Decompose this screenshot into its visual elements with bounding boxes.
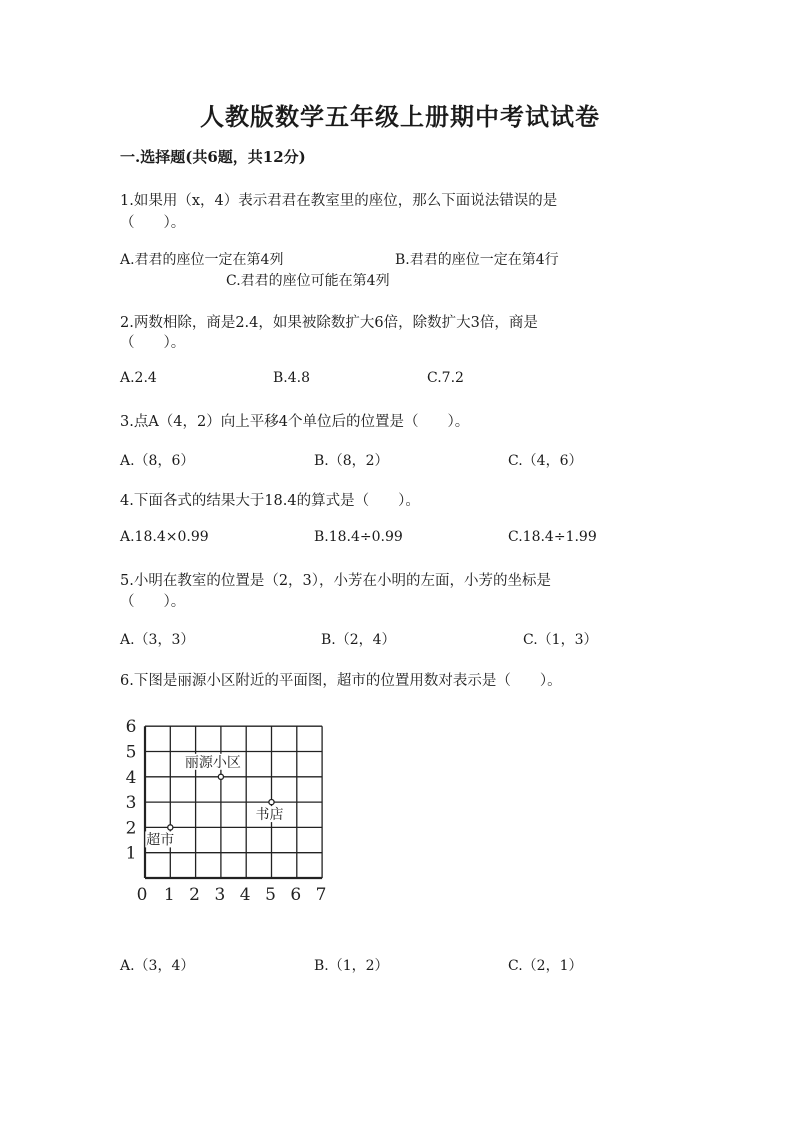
question-5-stem: 5.小明在教室的位置是（2，3），小芳在小明的左面，小芳的坐标是 xyxy=(120,573,552,589)
page-title: 人教版数学五年级上册期中考试试卷 xyxy=(200,102,600,131)
question-6-option-a[interactable]: A.（3，4） xyxy=(120,958,195,974)
question-2-stem: 2.两数相除，商是2.4，如果被除数扩大6倍，除数扩大3倍，商是 xyxy=(120,315,538,331)
question-5-option-b[interactable]: B.（2，4） xyxy=(321,632,396,648)
x-axis-tick-label: 7 xyxy=(315,885,327,905)
question-6-option-c[interactable]: C.（2，1） xyxy=(508,958,583,974)
question-2-option-a[interactable]: A.2.4 xyxy=(120,370,157,386)
x-axis-tick-label: 1 xyxy=(163,885,175,905)
y-axis-tick-label: 5 xyxy=(125,742,137,763)
question-1-stem: 1.如果用（x，4）表示君君在教室里的座位，那么下面说法错误的是 xyxy=(120,193,558,209)
question-5-option-a[interactable]: A.（3，3） xyxy=(120,632,195,648)
x-axis-tick-label: 4 xyxy=(239,885,251,905)
x-axis-tick-label: 6 xyxy=(290,885,302,905)
y-axis-tick-label: 3 xyxy=(125,793,137,814)
question-1-blank: （ ）。 xyxy=(120,215,186,231)
question-1-option-a[interactable]: A.君君的座位一定在第4列 xyxy=(120,252,284,268)
question-4-stem: 4.下面各式的结果大于18.4的算式是（ ）。 xyxy=(120,493,420,509)
question-1-option-c[interactable]: C.君君的座位可能在第4列 xyxy=(226,273,390,289)
section-heading: 一.选择题(共6题，共12分) xyxy=(120,148,306,166)
question-2-option-c[interactable]: C.7.2 xyxy=(427,370,464,386)
question-4-option-b[interactable]: B.18.4÷0.99 xyxy=(314,529,403,545)
question-3-stem: 3.点A（4，2）向上平移4个单位后的位置是（ ）。 xyxy=(120,414,470,430)
question-3-option-a[interactable]: A.（8，6） xyxy=(120,453,195,469)
question-6-stem: 6.下图是丽源小区附近的平面图，超市的位置用数对表示是（ ）。 xyxy=(120,673,562,689)
question-3-option-b[interactable]: B.（8，2） xyxy=(314,453,389,469)
place-point xyxy=(218,774,223,779)
place-label: 丽源小区 xyxy=(184,754,241,771)
y-axis-tick-label: 1 xyxy=(125,843,137,864)
place-point xyxy=(168,825,173,830)
place-label: 书店 xyxy=(255,807,284,824)
x-axis-tick-label: 5 xyxy=(265,885,276,905)
x-axis-tick-label: 0 xyxy=(136,885,148,905)
y-axis-tick-label: 6 xyxy=(125,718,137,738)
question-2-option-b[interactable]: B.4.8 xyxy=(273,370,311,386)
coordinate-map-svg xyxy=(122,718,342,918)
x-axis-tick-label: 3 xyxy=(214,885,226,905)
y-axis-tick-label: 4 xyxy=(125,767,137,788)
question-6-option-b[interactable]: B.（1，2） xyxy=(314,958,389,974)
question-2-blank: （ ）。 xyxy=(120,335,186,351)
question-5-blank: （ ）。 xyxy=(120,594,186,610)
y-axis-tick-label: 2 xyxy=(125,818,137,839)
question-3-option-c[interactable]: C.（4，6） xyxy=(508,453,583,469)
question-1-option-b[interactable]: B.君君的座位一定在第4行 xyxy=(395,252,559,268)
coordinate-map xyxy=(122,718,342,918)
x-axis-tick-label: 2 xyxy=(189,885,201,905)
question-5-option-c[interactable]: C.（1，3） xyxy=(523,632,598,648)
question-4-option-c[interactable]: C.18.4÷1.99 xyxy=(508,529,597,545)
place-point xyxy=(269,800,274,805)
place-label: 超市 xyxy=(146,832,175,849)
question-4-option-a[interactable]: A.18.4×0.99 xyxy=(120,529,209,545)
